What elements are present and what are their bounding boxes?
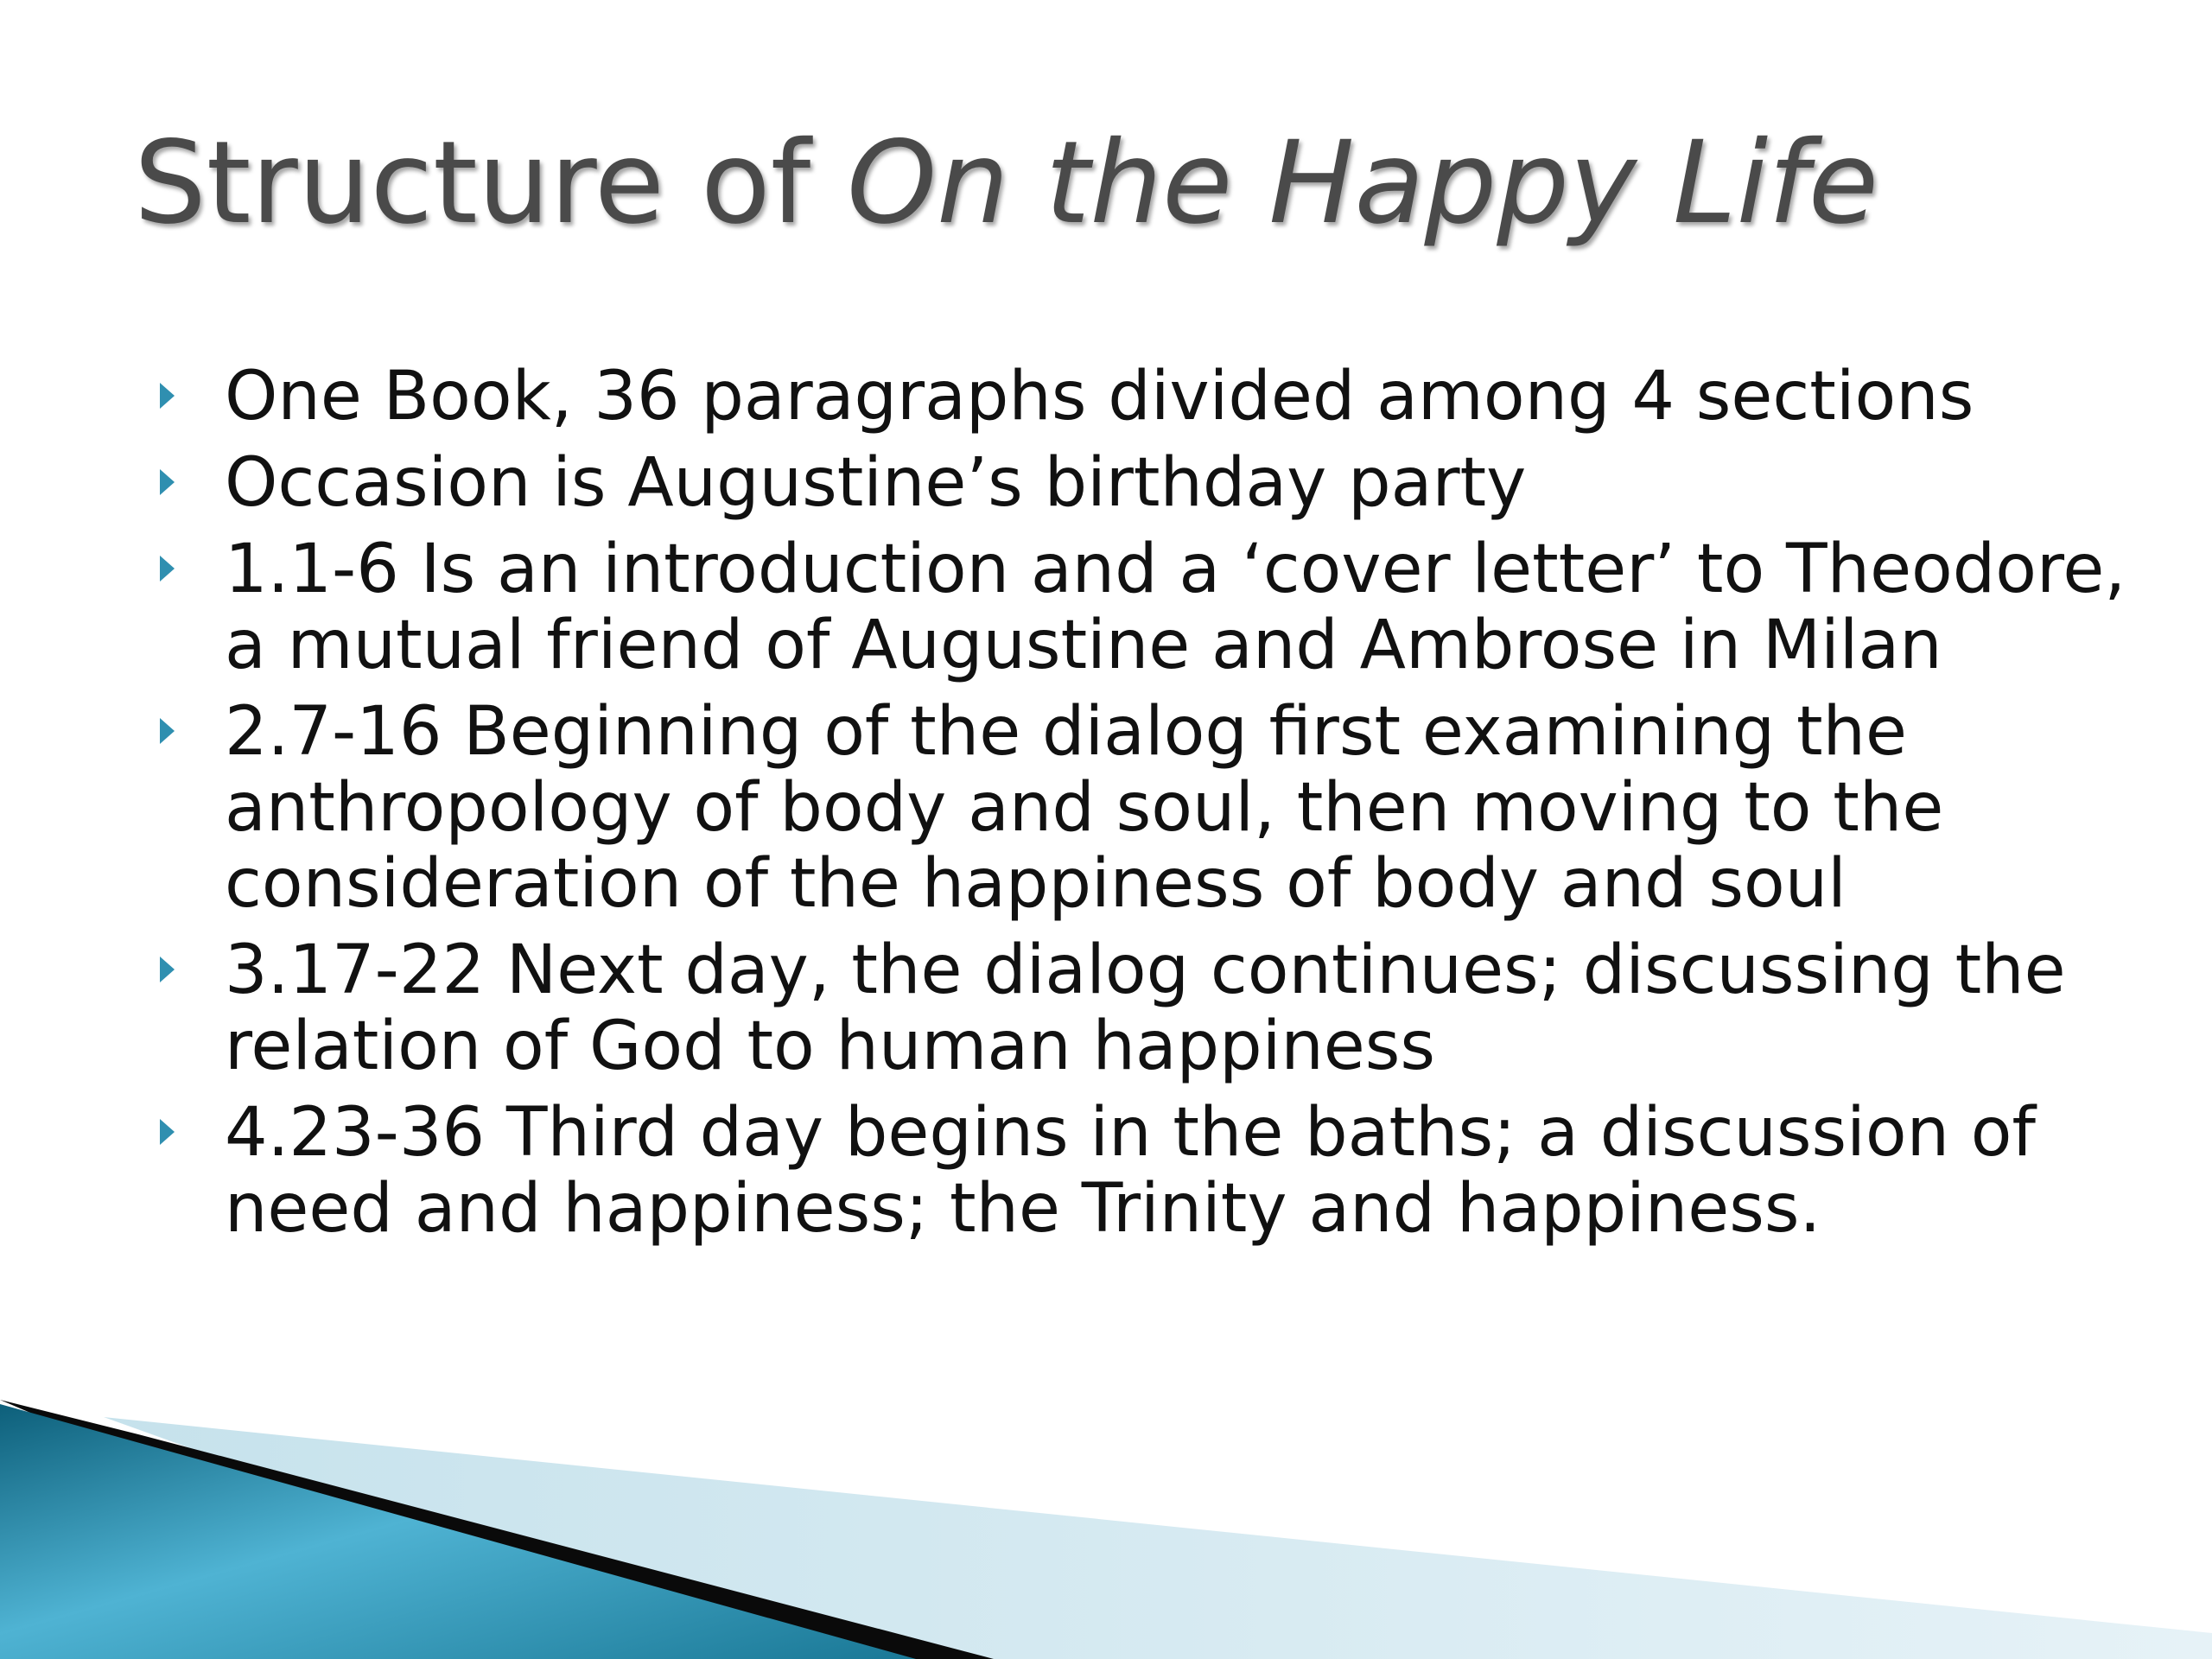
triangle-right-icon — [160, 718, 175, 744]
bullet-item — [160, 359, 2139, 435]
corner-decoration — [0, 1382, 2212, 1659]
bullet-text: Occasion is Augustine’s birthday party — [225, 444, 1527, 522]
bullet-text: 3.17-22 Next day, the dialog continues; discussing the relation of God to human happiness — [225, 931, 2066, 1085]
title-plain-text: Structure of — [134, 117, 848, 250]
triangle-right-icon — [160, 957, 175, 982]
triangle-right-icon — [160, 383, 175, 409]
bullet-item — [160, 932, 2139, 1084]
triangle-right-icon — [160, 1119, 175, 1145]
bullet-item — [160, 1095, 2139, 1247]
bullet-text: 4.23-36 Third day begins in the baths; a discussion of need and happiness; the Trinity and happiness. — [225, 1094, 2036, 1248]
bullet-item — [160, 694, 2139, 922]
bullet-item — [160, 531, 2139, 683]
bullet-text: 1.1-6 Is an introduction and a ‘cover letter’ to Theodore, a mutual friend of Augustine and Ambrose in Milan — [225, 531, 2126, 684]
bullet-list — [160, 359, 2139, 1257]
triangle-right-icon — [160, 469, 175, 495]
slide-title — [134, 117, 1879, 250]
bullet-item — [160, 445, 2139, 521]
bullet-text: 2.7-16 Beginning of the dialog first examining the anthropology of body and soul, then moving to the consideration of the happiness of body and soul — [225, 693, 1944, 923]
title-italic-text: On the Happy Life — [847, 117, 1879, 250]
bullet-text: One Book, 36 paragraphs divided among 4 sections — [225, 358, 1974, 435]
triangle-right-icon — [160, 556, 175, 582]
